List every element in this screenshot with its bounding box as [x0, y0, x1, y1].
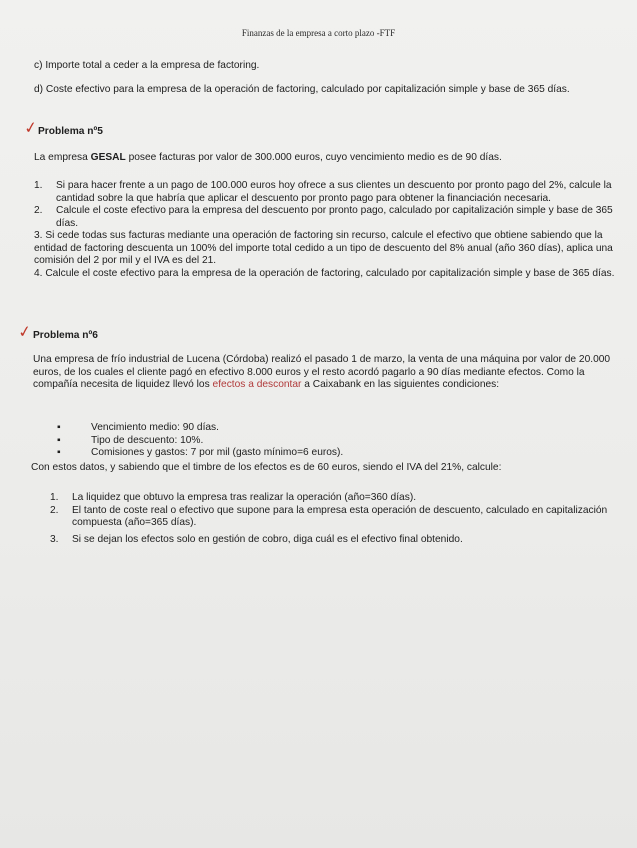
item-text: Si se dejan los efectos solo en gestión de cobro, diga cuál es el efectivo final obtenido. [72, 533, 463, 545]
item-number: 1. [50, 492, 59, 503]
list-item: 3. Si cede todas sus facturas mediante una operación de factoring sin recurso, calcule el efectivo que obtiene sabiendo que la entidad de factoring descuenta un 100% del importe total cedido a un tipo de descuento del 8% anual (año 360 días), aplica una comisión del 2 por mil y el IVA es del 21. [34, 230, 613, 266]
item-text: Calcule el coste efectivo para la empresa del descuento por pronto pago, calculado por capitalización simple y base de 365 días. [56, 205, 613, 229]
list-item [33, 447, 615, 460]
item-number: 2. [50, 504, 59, 516]
intro-text-end: a Caixabank en las siguientes condiciones: [301, 379, 500, 390]
list-item [50, 492, 618, 505]
list-item [50, 534, 618, 547]
item-text: Comisiones y gastos: 7 por mil (gasto mínimo=6 euros). [91, 447, 344, 458]
company-name: GESAL [90, 152, 126, 163]
item-text: El tanto de coste real o efectivo que supone para la empresa esta operación de descuento, calculado en capitalización compuesta (año=365 días). [72, 504, 608, 528]
page-header: Finanzas de la empresa a corto plazo -FTF [241, 28, 396, 38]
item-text: Si para hacer frente a un pago de 100.000 euros hoy ofrece a sus clientes un descuento por pronto pago del 2%, calcule la cantidad sobre la que habría que aplicar el descuento por pronto pago para obtener la financiación necesaria. [56, 180, 612, 204]
problema6-list [50, 492, 618, 546]
conditions-list [33, 422, 615, 460]
item-text: Tipo de descuento: 10%. [91, 434, 204, 446]
item-number: 2. [34, 205, 43, 216]
list-item: 4. Calcule el coste efectivo para la empresa de la operación de factoring, calculado por capitalización simple y base de 365 días. [34, 267, 615, 279]
intro-text: Una empresa de frío industrial de Lucena (Córdoba) realizó el pasado 1 de marzo, la venta de una máquina por valor de 20.000 euros, de los cuales el cliente pagó en efectivo 8.000 euros y el resto acordó pagarlo a 90 días mediante efectos. Como la compañía necesita de liquidez llevó los [33, 354, 611, 390]
problema5-list [34, 180, 616, 280]
item-c: c) Importe total a ceder a la empresa de factoring. [34, 60, 260, 71]
problema6-title: Problema nº6 [33, 330, 98, 341]
checkmark-icon: ✓ [16, 321, 33, 342]
item-number: 1. [34, 180, 43, 191]
list-item [50, 505, 618, 530]
highlighted-text: efectos a descontar [212, 379, 302, 390]
bullet-icon: ▪ [57, 422, 61, 433]
problema5-intro [34, 152, 616, 165]
intro-text-end: posee facturas por valor de 300.000 euros, cuyo vencimiento medio es de 90 días. [125, 152, 502, 163]
list-item [34, 205, 616, 230]
intro-text: La empresa [34, 152, 91, 163]
list-item [33, 435, 615, 448]
item-text: Vencimiento medio: 90 días. [91, 422, 219, 433]
list-item [33, 422, 615, 435]
problema5-title: Problema nº5 [38, 126, 103, 137]
item-text: La liquidez que obtuvo la empresa tras realizar la operación (año=360 días). [72, 492, 417, 503]
item-number: 3. [50, 533, 59, 545]
list-item [34, 180, 616, 205]
item-d: d) Coste efectivo para la empresa de la operación de factoring, calculado por capitalización simple y base de 365 días. [34, 84, 570, 95]
conditions-text: Con estos datos, y sabiendo que el timbre de los efectos es de 60 euros, siendo el IVA del 21%, calcule: [31, 462, 502, 473]
bullet-icon: ▪ [57, 434, 61, 446]
bullet-icon: ▪ [57, 447, 61, 458]
checkmark-icon: ✓ [22, 117, 39, 138]
problema6-intro [33, 354, 617, 392]
